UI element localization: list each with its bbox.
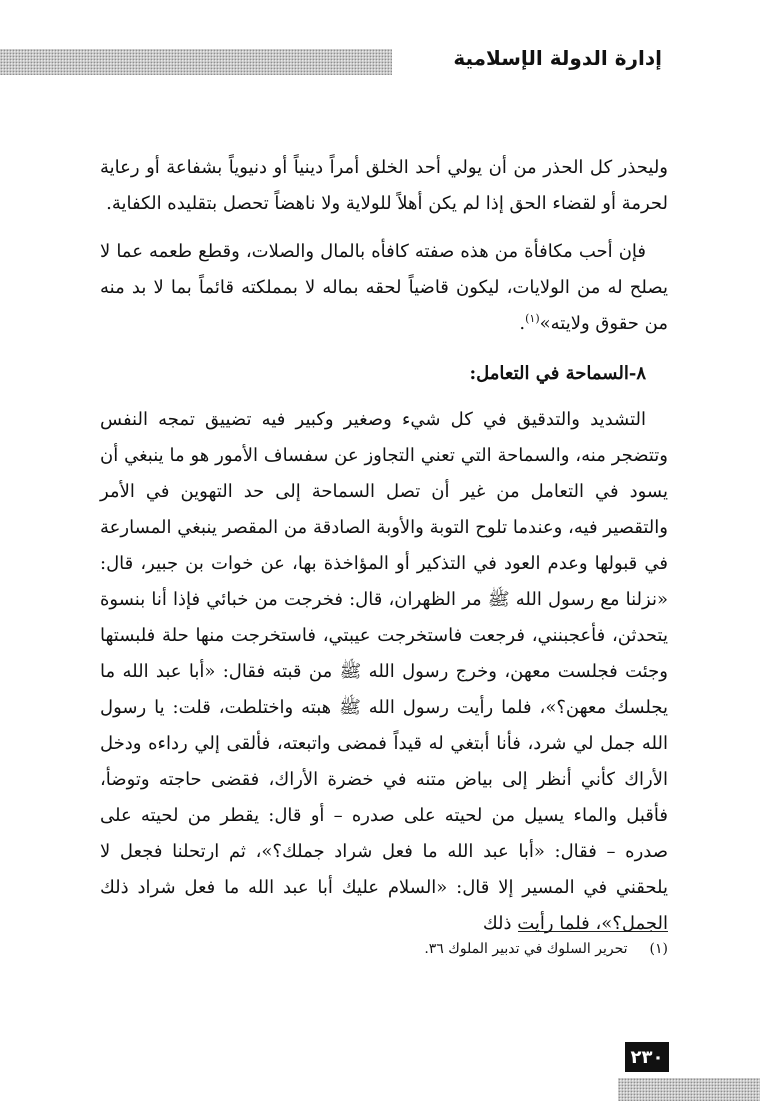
paragraph-1: وليحذر كل الحذر من أن يولي أحد الخلق أمراً دينياً أو دنيوياً بشفاعة أو رعاية لحرمة أو لقضاء الحق إذا لم يكن أهلاً للولاية ولا ناهضاً تحصل بتقليده الكفاية. xyxy=(100,157,668,214)
footnote-reference: (١) xyxy=(525,312,540,325)
page-corner-ornament xyxy=(618,1078,760,1101)
paragraph-2 xyxy=(100,234,668,342)
footnote-separator xyxy=(518,931,668,932)
footnote-text: تحرير السلوك في تدبير الملوك ٣٦. xyxy=(424,941,628,957)
footnote xyxy=(424,941,668,957)
footnote-number: (١) xyxy=(649,941,668,957)
main-text xyxy=(100,150,668,942)
page-number: ٢٣٠ xyxy=(625,1042,669,1072)
header-ornament-band xyxy=(0,49,392,75)
running-header-title: إدارة الدولة الإسلامية xyxy=(453,46,662,70)
section-heading: ٨-السماحة في التعامل: xyxy=(469,363,646,384)
paragraph-2-end: . xyxy=(519,313,526,334)
paragraph-3: التشديد والتدقيق في كل شيء وصغير وكبير فيه تضييق تمجه النفس وتتضجر منه، والسماحة التي تعني التجاوز عن سفساف الأمور هو ما ينبغي أن يسود في التعامل من غير أن تصل السماحة إلى حد التهوين في الأمر والتقصير فيه، وعندما تلوح التوبة والأوبة الصادقة من المقصر ينبغي المسارعة في قبولها وعدم العود في التذكير أو المؤاخذة بها، عن خوات بن جبير، قال: «نزلنا مع رسول الله ﷺ مر الظهران، قال: فخرجت من خبائي فإذا أنا بنسوة يتحدثن، فأعجبنني، فرجعت فاستخرجت عيبتي، فاستخرجت منها حلة فلبستها وجئت فجلست معهن، وخرج رسول الله ﷺ من قبته فقال: «أبا عبد الله ما يجلسك معهن؟»، فلما رأيت رسول الله ﷺ هبته واختلطت، قلت: يا رسول الله جمل لي شرد، فأنا أبتغي له قيداً فمضى واتبعته، فألقى إلي رداءه ودخل الأراك كأني أنظر إلى بياض متنه في خضرة الأراك، فقضى حاجته وتوضأ، فأقبل والماء يسيل من لحيته على صدره – أو قال: يقطر من لحيته على صدره – فقال: «أبا عبد الله ما فعل شراد جملك؟»، ثم ارتحلنا فجعل لا يلحقني في المسير إلا قال: «السلام عليك أبا عبد الله ما فعل شراد ذلك الجمل؟»، فلما رأيت ذلك xyxy=(100,409,669,934)
paragraph-2-text: فإن أحب مكافأة من هذه صفته كافأه بالمال والصلات، وقطع طعمه عما لا يصلح له من الولايات، ليكون قاضياً لحقه بماله لا بمملكته قائماً بما لا بد منه من حقوق ولايته» xyxy=(100,241,668,334)
